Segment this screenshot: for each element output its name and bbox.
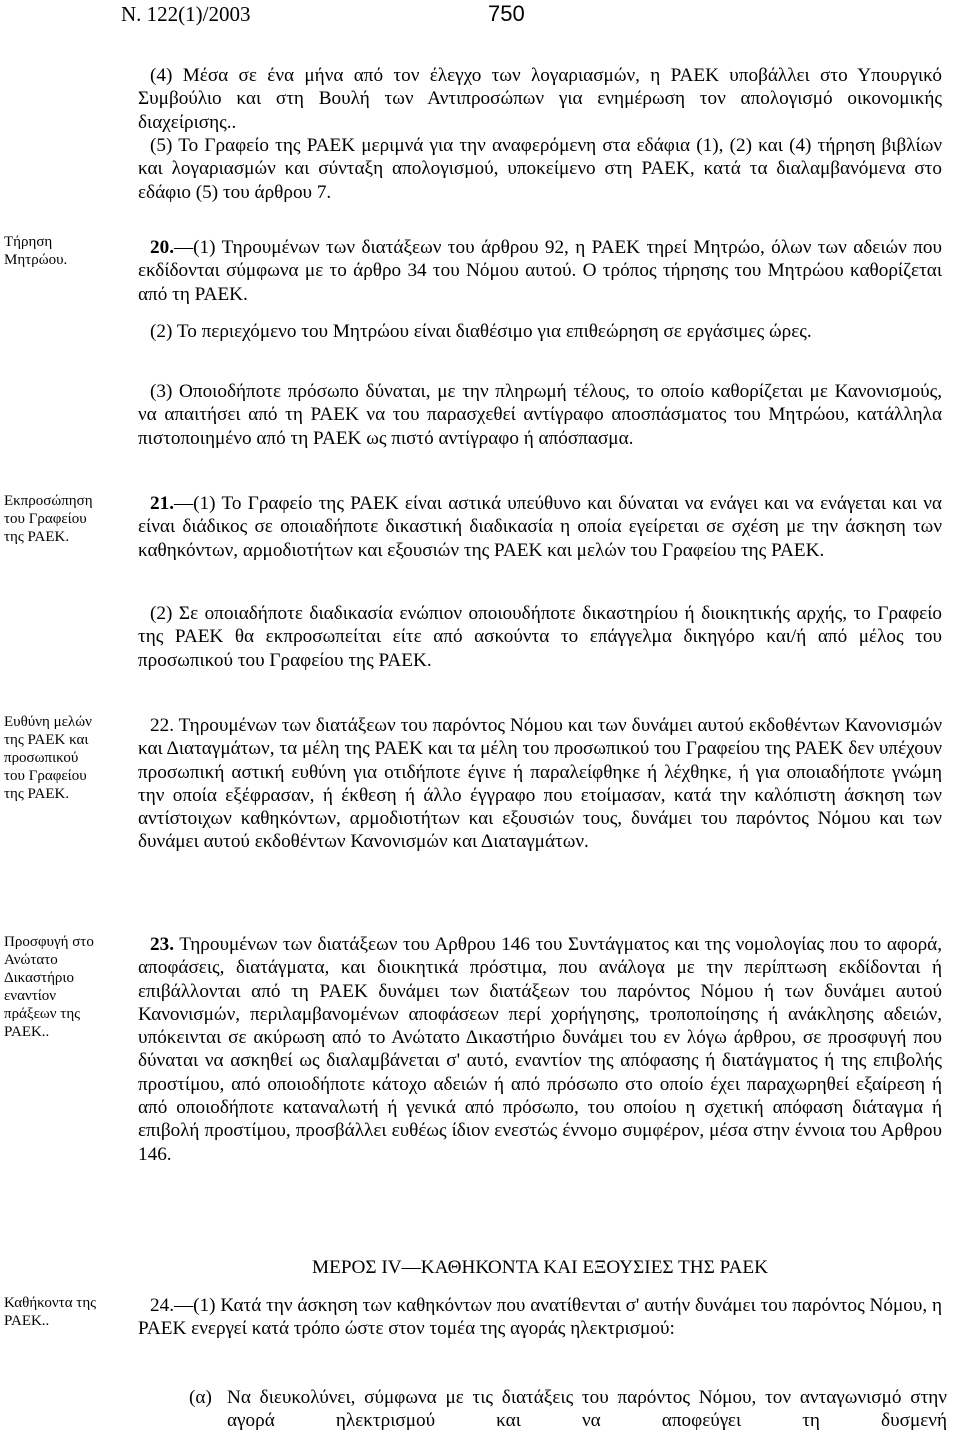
article-24: [138, 1294, 942, 1341]
margin-note-registry: [4, 233, 132, 269]
item-alpha: [227, 1386, 947, 1433]
section-19-5: [138, 134, 942, 204]
margin-note-liability: [4, 713, 132, 803]
article-20: [138, 236, 942, 306]
margin-note-text: Προσφυγή στο Ανώτατο Δικαστήριο εναντίον πράξεων της ΡΑΕΚ..: [4, 934, 94, 1040]
margin-note-text: Εκπροσώπηση του Γραφείου της ΡΑΕΚ.: [4, 493, 93, 545]
margin-note-representation: [4, 492, 132, 546]
article-number: 20.: [150, 237, 174, 258]
margin-note-appeal: [4, 933, 132, 1041]
item-alpha-text: Να διευκολύνει, σύμφωνα με τις διατάξεις του παρόντος Νόμου, τον ανταγωνισμό στην αγορά ηλεκτρισμού και να αποφεύγει τη δυσμενή: [227, 1387, 947, 1432]
article-number: 21.: [150, 493, 174, 514]
paragraph-20-2: (2) Το περιεχόμενο του Μητρώου είναι διαθέσιμο για επιθεώρηση σε εργάσιμες ώρες.: [150, 321, 812, 342]
article-number: 23.: [150, 934, 174, 955]
paragraph-19-4: (4) Μέσα σε ένα μήνα από τον έλεγχο των λογαριασμών, η ΡΑΕΚ υποβάλλει στο Υπουργικό Συμβούλιο και στη Βουλή των Αντιπροσώπων για ενημέρωση τον απολογισμό οικονομικής διαχείρισης..: [138, 65, 942, 133]
article-20-3: [138, 380, 942, 450]
page-number: 750: [488, 1, 525, 26]
paragraph-19-5: (5) Το Γραφείο της ΡΑΕΚ μεριμνά για την αναφερόμενη στα εδάφια (1), (2) και (4) τήρηση βιβλίων και λογαριασμών και σύνταξη απολογισμού, υποκείμενο στη ΡΑΕΚ, κατά τα διαλαμβανόμενα στο εδάφιο (5) του άρθρου 7.: [138, 135, 942, 203]
paragraph-text: —(1) Τηρουμένων των διατάξεων του άρθρου 92, η ΡΑΕΚ τηρεί Μητρώο, όλων των αδειών που εκδίδονται σύμφωνα με το άρθρο 34 του Νόμου αυτού. Ο τρόπος τήρησης του Μητρώου καθορίζεται από τη ΡΑΕΚ.: [138, 237, 942, 305]
paragraph-22: 22. Τηρουμένων των διατάξεων του παρόντος Νόμου και των δυνάμει αυτού εκδοθέντων Κανονισμών και Διαταγμάτων, τα μέλη της ΡΑΕΚ και τα μέλη του προσωπικού του Γραφείου της ΡΑΕΚ δεν υπέχουν προσωπική αστική ευθύνη για οτιδήποτε έγινε ή παραλείφθηκε ή λέχθηκε, ή για οποιαδήποτε γνώμη την οποία εξέφρασαν, ή έκθεση ή άλλο έγγραφο που ετοίμασαν, κατά την καλόπιστη άσκηση των αντίστοιχων καθηκόντων, αρμοδιοτήτων και εξουσιών τους, δυνάμει του παρόντος Νόμου και των δυνάμει αυτού εκδοθέντων Κανονισμών και Διαταγμάτων.: [138, 715, 942, 853]
paragraph-24-1: 24.—(1) Κατά την άσκηση των καθηκόντων που ανατίθενται σ' αυτήν δυνάμει του παρόντος Νόμου, η ΡΑΕΚ ενεργεί κατά τρόπο ώστε στον τομέα της αγοράς ηλεκτρισμού:: [138, 1295, 942, 1340]
section-19-continued: [138, 64, 942, 134]
article-23: [138, 933, 942, 1166]
article-21: [138, 492, 942, 562]
margin-note-text: Τήρηση Μητρώου.: [4, 234, 68, 268]
law-number: Ν. 122(1)/2003: [121, 2, 251, 26]
paragraph-20-3: (3) Οποιοδήποτε πρόσωπο δύναται, με την πληρωμή τέλους, το οποίο καθορίζεται με Κανονισμούς, να απαιτήσει από τη ΡΑΕΚ να του παρασχεθεί αντίγραφο αποσπάσματος του Μητρώου, κατάλληλα πιστοποιημένο από τη ΡΑΕΚ ως πιστό αντίγραφο ή απόσπασμα.: [138, 381, 942, 449]
paragraph-21-1: [138, 492, 942, 562]
paragraph-23: [138, 933, 942, 1166]
paragraph-20-1: [138, 236, 942, 306]
margin-note-text: Ευθύνη μελών της ΡΑΕΚ και προσωπικού του Γραφείου της ΡΑΕΚ.: [4, 714, 92, 802]
article-20-2: [138, 320, 942, 343]
article-22: [138, 714, 942, 854]
paragraph-text: —(1) Το Γραφείο της ΡΑΕΚ είναι αστικά υπεύθυνο και δύναται να ενάγει και να ενάγεται και να είναι διάδικος σε οποιαδήποτε δικαστική διαδικασία η οποία εγείρεται σε σχέση με την άσκηση των καθηκόντων, αρμοδιοτήτων και εξουσιών της ΡΑΕΚ και μελών του Γραφείου της ΡΑΕΚ.: [138, 493, 942, 561]
paragraph-text: Τηρουμένων των διατάξεων του Αρθρου 146 του Συντάγματος και της νομολογίας που το αφορά, αποφάσεις, διατάγματα, και διοικητικά πρόστιμα, που ανάλογα με την περίπτωση εκδίδονται ή επιβάλλονται από τη ΡΑΕΚ δυνάμει των διατάξεων του παρόντος Νόμου ή των δυνάμει αυτού Κανονισμών, περιλαμβανομένων αποφάσεων περί χορήγησης, τροποποίησης ή ανάκλησης αδειών, υπόκεινται σε ακύρωση από το Ανώτατο Δικαστήριο δυνάμει του εν λόγω άρθρου, σε προσφυγή που δύναται να ασκηθεί ως διαλαμβάνεται σ' αυτό, εναντίον της απόφασης ή διατάγματος ή της επιβολής προστίμου, από οποιοδήποτε κάτοχο αδειών ή από πρόσωπο στο οποίο έχει παραχωρηθεί εξαίρεση ή από οποιοδήποτε καταναλωτή ή γενικά από πρόσωπο, του οποίου η σχετική απόφαση διάταγμα ή επιβολή προστίμου, προσβάλλει ευθέως ίδιον ενεστώς έννομο συμφέρον, μέσα στην έννοια του Αρθρου 146.: [138, 934, 942, 1165]
item-label-alpha: (α): [189, 1387, 212, 1408]
margin-note-duties: [4, 1294, 132, 1330]
margin-note-text: Καθήκοντα της ΡΑΕΚ..: [4, 1295, 97, 1329]
article-21-2: [138, 602, 942, 672]
part-title: ΜΕΡΟΣ IV—ΚΑΘΗΚΟΝΤΑ ΚΑΙ ΕΞΟΥΣΙΕΣ ΤΗΣ ΡΑΕΚ: [312, 1257, 768, 1278]
paragraph-21-2: (2) Σε οποιαδήποτε διαδικασία ενώπιον οποιουδήποτε δικαστηρίου ή διοικητικής αρχής, το Γραφείο της ΡΑΕΚ θα εκπροσωπείται είτε από ασκούντα το επάγγελμα δικηγόρο και/ή από μέλος του προσωπικού του Γραφείου της ΡΑΕΚ.: [138, 603, 942, 671]
